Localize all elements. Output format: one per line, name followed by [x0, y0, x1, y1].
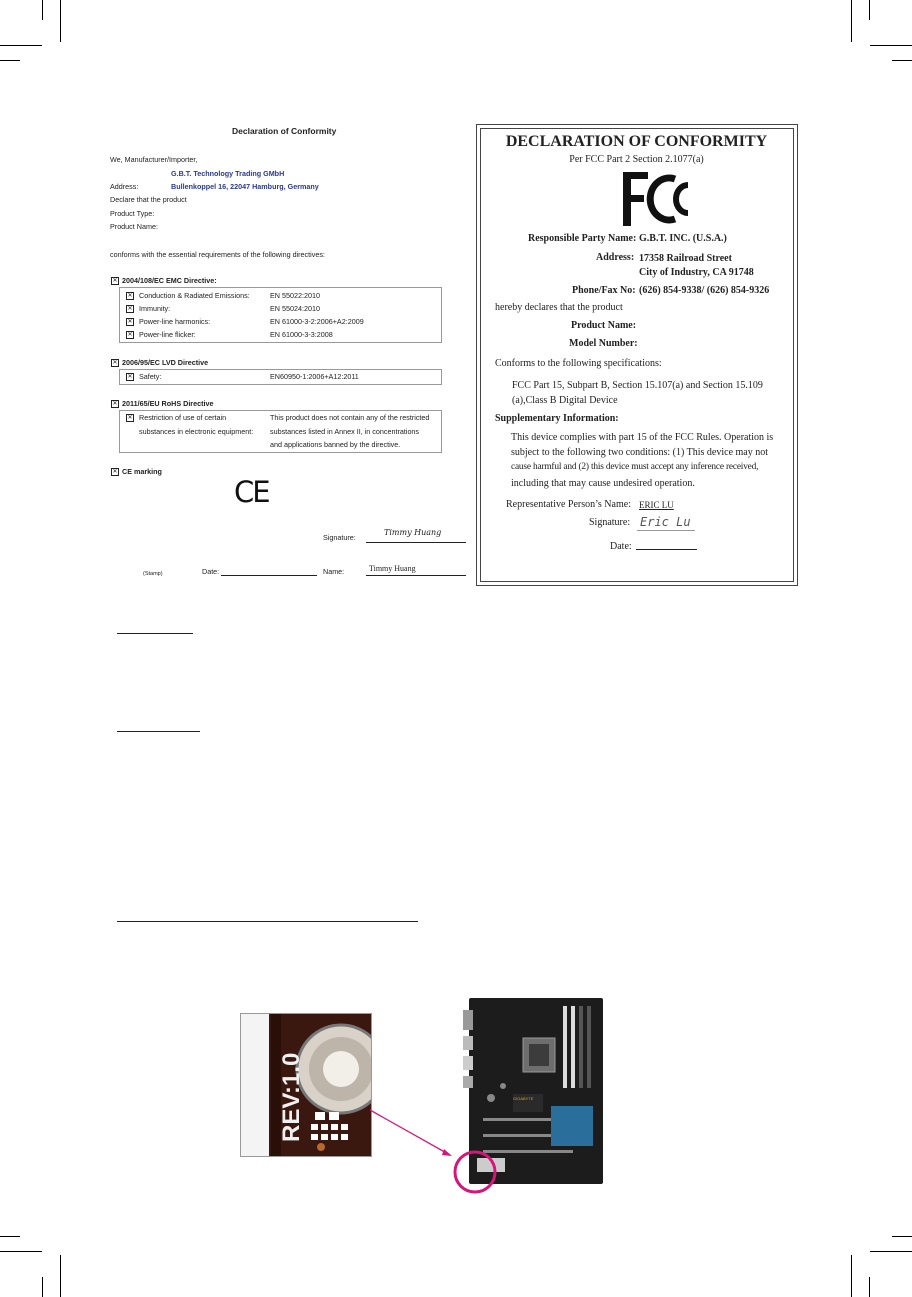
emc-row-checkbox: [126, 318, 134, 326]
emc-row-label: Conduction & Radiated Emissions:: [139, 291, 250, 300]
fcc-phone-label: Phone/Fax No:: [572, 285, 636, 296]
fcc-signature-line: [637, 530, 695, 531]
crop-mark: [851, 0, 852, 42]
ce-mark: CE: [234, 475, 269, 509]
eu-conforms: conforms with the essential requirements of the following directives:: [110, 250, 325, 259]
svg-text:GIGABYTE: GIGABYTE: [513, 1096, 534, 1101]
fcc-signature-label: Signature:: [589, 517, 631, 528]
emc-row-value: EN 55024:2010: [270, 304, 320, 313]
fcc-supp-3: cause harmful and (2) this device must accept any inference received,: [511, 462, 759, 472]
crop-mark: [869, 1277, 870, 1297]
emc-row-checkbox: [126, 331, 134, 339]
rohs-checkbox: [111, 400, 119, 408]
emc-row-value: EN 61000-3-2:2006+A2:2009: [270, 317, 364, 326]
fcc-address-2: City of Industry, CA 91748: [639, 267, 754, 278]
eu-address: Bullenkoppel 16, 22047 Hamburg, Germany: [171, 182, 319, 191]
fcc-supp-4: including that may cause undesired operation.: [511, 478, 695, 489]
eu-signature-line: [366, 542, 466, 543]
crop-mark: [0, 60, 20, 61]
ce-title: CE marking: [122, 467, 162, 476]
eu-date-label: Date:: [202, 567, 220, 576]
lvd-label: Safety:: [139, 372, 162, 381]
eu-title: Declaration of Conformity: [232, 126, 337, 136]
crop-mark: [851, 1255, 852, 1297]
fcc-rep-label: Representative Person’s Name:: [506, 499, 631, 510]
crop-mark: [0, 45, 42, 46]
rev-text: REV:1.0: [278, 1052, 305, 1142]
rev-closeup-image: [241, 1014, 371, 1156]
lvd-checkbox: [111, 359, 119, 367]
fcc-responsible: G.B.T. INC. (U.S.A.): [639, 233, 727, 244]
eu-date-line: [221, 575, 317, 576]
crop-mark: [60, 0, 61, 42]
eu-declare: Declare that the product: [110, 195, 187, 204]
emc-row-value: EN 55022:2010: [270, 291, 320, 300]
fcc-hereby: hereby declares that the product: [495, 302, 623, 313]
eu-manufacturer-label: We, Manufacturer/Importer,: [110, 155, 198, 164]
fcc-phone: (626) 854-9338/ (626) 854-9326: [639, 285, 770, 296]
highlight-circle-icon: [451, 1149, 499, 1195]
fcc-logo-c2: [676, 185, 688, 213]
eu-name-line: [366, 575, 466, 576]
eu-signature: Timmy Huang: [384, 528, 442, 537]
lvd-value: EN60950-1:2006+A12:2011: [270, 372, 359, 381]
fcc-logo-f: [623, 172, 648, 226]
fcc-address-1: 17358 Railroad Street: [639, 253, 732, 264]
emc-row-label: Immunity:: [139, 304, 171, 313]
crop-mark: [869, 0, 870, 20]
fcc-supp-1: This device complies with part 15 of the FCC Rules. Operation is: [511, 432, 774, 443]
ce-checkbox: [111, 468, 119, 476]
rohs-label-1: Restriction of use of certain: [139, 413, 227, 422]
fcc-product-name-label: Product Name:: [571, 320, 637, 331]
emc-row-checkbox: [126, 292, 134, 300]
fcc-supp-title: Supplementary Information:: [495, 413, 619, 424]
rohs-value-3: and applications banned by the directive.: [270, 440, 401, 449]
fcc-date-label: Date:: [610, 541, 632, 552]
crop-mark: [0, 1251, 42, 1252]
fcc-spec-1: FCC Part 15, Subpart B, Section 15.107(a) and Section 15.109: [512, 380, 763, 391]
rohs-value-1: This product does not contain any of the restricted: [270, 413, 430, 422]
lvd-row-checkbox: [126, 373, 134, 381]
fcc-signature: Eric Lu: [640, 515, 691, 529]
eu-name: Timmy Huang: [369, 564, 416, 573]
heading-underline: [117, 921, 418, 922]
eu-signature-label: Signature:: [323, 533, 356, 542]
eu-address-label: Address:: [110, 182, 139, 191]
rohs-label-2: substances in electronic equipment:: [139, 427, 254, 436]
fcc-supp-2: subject to the following two conditions: (1) This device may not: [511, 447, 768, 458]
fcc-rep: ERIC LU: [639, 500, 674, 510]
fcc-date-line: [636, 549, 697, 550]
heading-underline: [117, 731, 200, 732]
emc-checkbox: [111, 277, 119, 285]
crop-mark: [870, 45, 912, 46]
crop-mark: [892, 1236, 912, 1237]
crop-mark: [60, 1255, 61, 1297]
rohs-title: 2011/65/EU RoHS Directive: [122, 399, 214, 408]
eu-product-type-label: Product Type:: [110, 209, 155, 218]
fcc-logo-icon: [620, 170, 695, 228]
eu-product-name-label: Product Name:: [110, 222, 158, 231]
rohs-row-checkbox: [126, 414, 134, 422]
fcc-logo-c1: [650, 178, 675, 220]
fcc-spec-2: (a),Class B Digital Device: [512, 395, 618, 406]
lvd-title: 2006/95/EC LVD Directive: [122, 358, 209, 367]
rohs-value-2: substances listed in Annex II, in concentrations: [270, 427, 420, 436]
fcc-subtitle: Per FCC Part 2 Section 2.1077(a): [569, 154, 704, 165]
heading-underline: [117, 633, 193, 634]
fcc-responsible-label: Responsible Party Name:: [528, 233, 637, 244]
fcc-model-label: Model Number:: [569, 338, 638, 349]
crop-mark: [42, 1277, 43, 1297]
crop-mark: [0, 1236, 20, 1237]
crop-mark: [892, 60, 912, 61]
crop-mark: [42, 0, 43, 20]
eu-stamp-label: (Stamp): [143, 571, 163, 577]
emc-row-checkbox: [126, 305, 134, 313]
emc-title: 2004/108/EC EMC Directive:: [122, 276, 217, 285]
eu-company: G.B.T. Technology Trading GMbH: [171, 169, 285, 178]
rev-closeup-photo: [240, 1013, 372, 1157]
fcc-conforms: Conforms to the following specifications:: [495, 358, 662, 369]
fcc-address-label: Address:: [596, 252, 635, 263]
emc-row-value: EN 61000-3-3:2008: [270, 330, 333, 339]
crop-mark: [870, 1251, 912, 1252]
emc-row-label: Power-line harmonics:: [139, 317, 211, 326]
eu-name-label: Name:: [323, 567, 345, 576]
fcc-title: DECLARATION OF CONFORMITY: [505, 133, 768, 150]
emc-row-label: Power-line flicker:: [139, 330, 196, 339]
